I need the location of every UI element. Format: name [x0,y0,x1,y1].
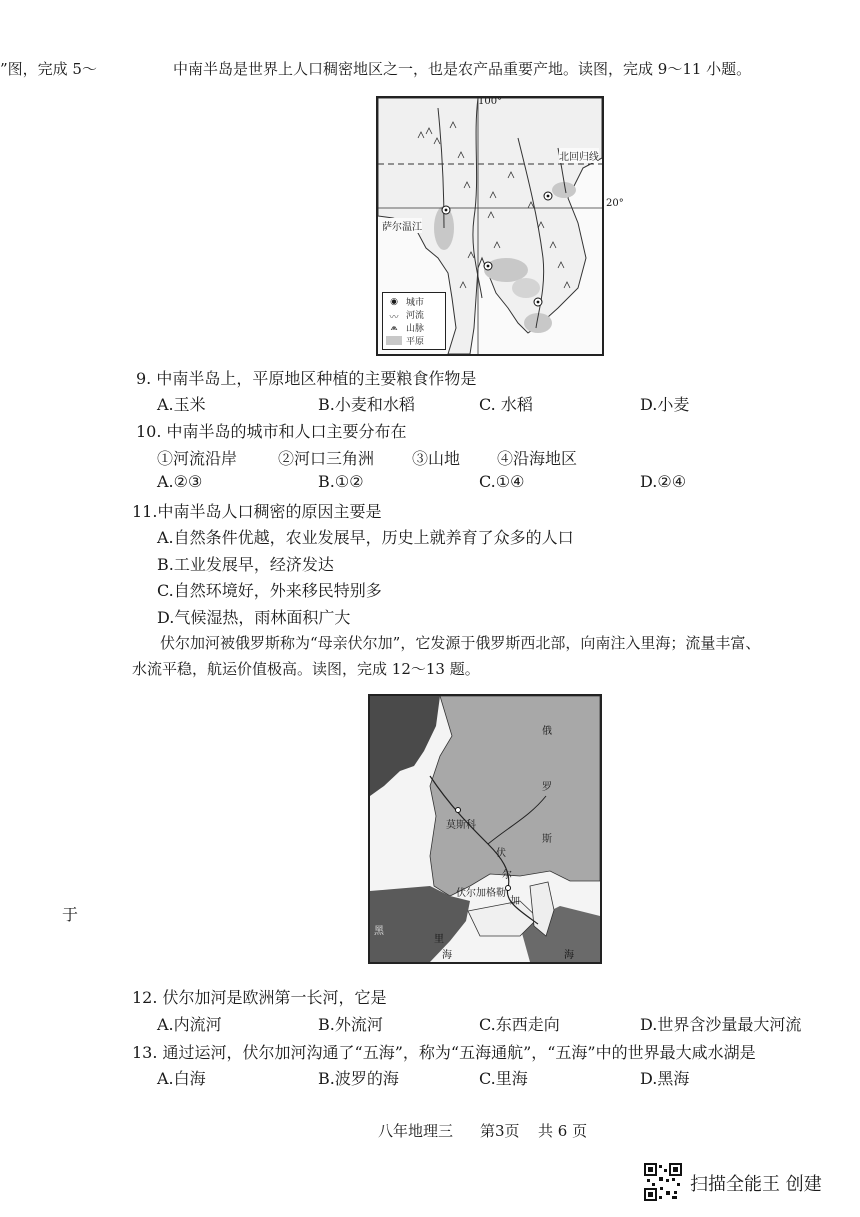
volga-char-1: 伏 [496,848,506,859]
footer-page: 第3页 [480,1122,520,1140]
legend-city: ◉ 城市 [390,297,425,308]
footer-total: 共 6 页 [538,1122,588,1140]
q11-option-c: C.自然环境好，外来移民特别多 [157,581,382,600]
russia-char-2: 罗 [542,782,552,793]
caspian-label: 海 [564,950,574,961]
q9-option-a: A.玉米 [157,395,206,414]
longitude-label: 100° [478,96,503,107]
legend-plain: 平原 [386,334,442,347]
russia-char-1: 俄 [542,726,552,737]
legend-mountain: ⩕ 山脉 [390,323,425,334]
intro-volga-line1: 伏尔加河被俄罗斯称为“母亲伏尔加”，它发源于俄罗斯西北部，向南注入里海；流量丰富、 [160,634,761,652]
left-margin-fragment: ”图，完成 5～ [0,60,97,78]
volgograd-label: 伏尔加格勒 [456,888,506,899]
q9-stem: 9. 中南半岛上，平原地区种植的主要粮食作物是 [136,369,477,388]
map-legend [382,292,446,350]
qr-code-icon [644,1163,682,1201]
volga-map [368,694,602,964]
q10-option-a: A.②③ [157,472,203,491]
intro-indochina: 中南半岛是世界上人口稠密地区之一，也是农产品重要产地。读图，完成 9～11 小题。 [173,60,752,78]
q12-option-a: A.内流河 [157,1015,222,1034]
legend-river: 〰 河流 [389,311,425,323]
q9-option-d: D.小麦 [640,395,690,414]
russia-char-3: 斯 [542,834,552,845]
q12-option-b: B.外流河 [318,1015,383,1034]
q10-option-d: D.②④ [640,472,687,491]
q11-stem: 11.中南半岛人口稠密的原因主要是 [132,502,382,521]
sea-char-2: 海 [442,950,452,961]
q11-option-d: D.气候湿热，雨林面积广大 [157,608,351,627]
q10-item-4: ④沿海地区 [497,449,578,468]
q9-option-c: C. 水稻 [479,395,533,414]
river-name-label: 萨尔温江 [382,218,422,233]
latitude-20-label: 20° [606,198,624,209]
q11-option-a: A.自然条件优越，农业发展早，历史上就养育了众多的人口 [157,528,574,547]
q13-option-a: A.白海 [157,1069,206,1088]
volga-char-2: 尔 [502,870,512,881]
q12-option-c: C.东西走向 [479,1015,560,1034]
q10-option-b: B.①② [318,472,364,491]
intro-volga-line2: 水流平稳，航运价值极高。读图，完成 12～13 题。 [132,660,480,678]
left-margin-fragment-2: 于 [62,905,79,924]
volga-char-3: 加 [510,896,520,907]
footer-subject: 八年地理三 [378,1122,454,1140]
q10-item-2: ②河口三角洲 [278,449,375,468]
sea-char-1: 里 [434,934,444,945]
scanner-watermark: 扫描全能王 创建 [690,1174,822,1195]
q12-option-d: D.世界含沙量最大河流 [640,1015,802,1034]
q9-option-b: B.小麦和水稻 [318,395,415,414]
q13-option-d: D.黑海 [640,1069,690,1088]
q12-stem: 12. 伏尔加河是欧洲第一长河，它是 [132,988,387,1007]
black-sea-label: 黑 [374,926,384,937]
q10-option-c: C.①④ [479,472,525,491]
q10-stem: 10. 中南半岛的城市和人口主要分布在 [136,422,407,441]
q10-item-3: ③山地 [412,449,461,468]
indochina-map [376,96,604,356]
q10-item-1: ①河流沿岸 [157,449,238,468]
tropic-label: 北回归线 [559,148,599,163]
q13-option-c: C.里海 [479,1069,528,1088]
q13-option-b: B.波罗的海 [318,1069,399,1088]
q11-option-b: B.工业发展早，经济发达 [157,555,334,574]
moscow-label: 莫斯科 [446,820,476,831]
q13-stem: 13. 通过运河，伏尔加河沟通了“五海”，称为“五海通航”，“五海”中的世界最大咸水湖是 [132,1043,756,1062]
